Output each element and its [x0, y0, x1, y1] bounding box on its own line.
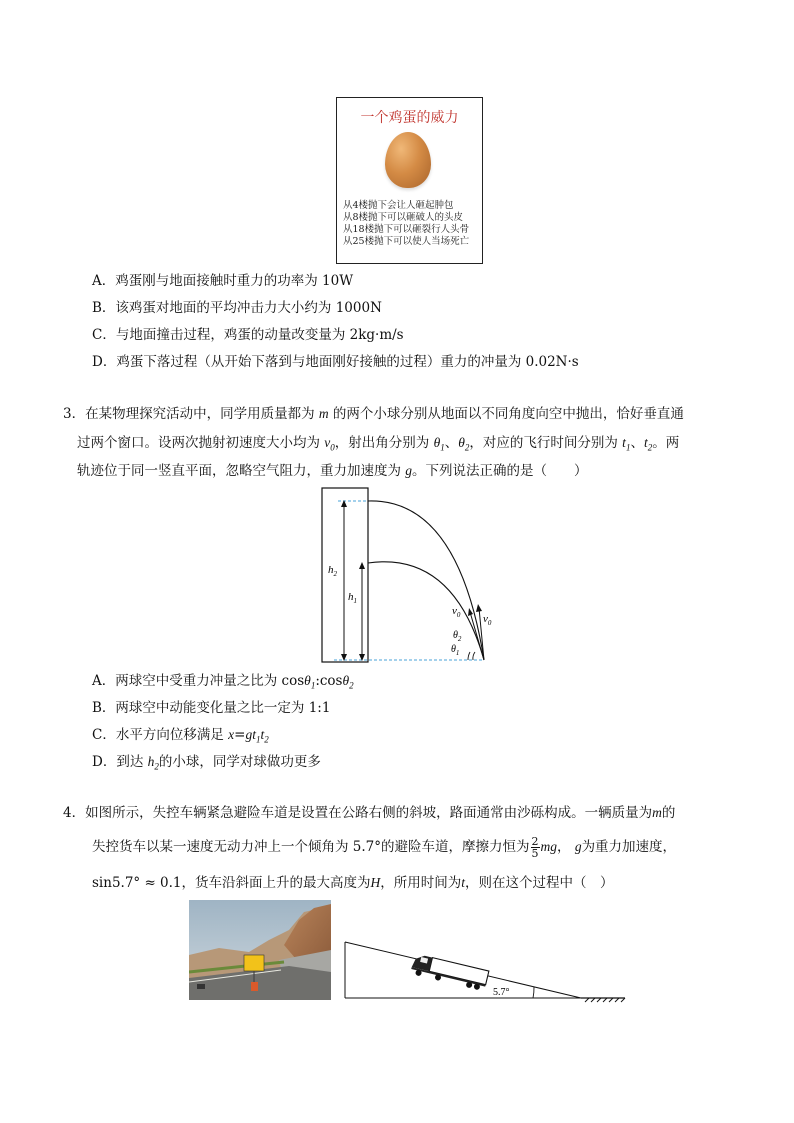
var-theta: θ	[304, 673, 311, 688]
sub: 1	[255, 734, 261, 745]
arrowhead	[468, 608, 473, 616]
var-H: H	[370, 875, 381, 890]
q3-line-1	[63, 404, 684, 424]
orange-marker	[251, 982, 258, 991]
angle-label: 5.7°	[493, 987, 510, 998]
option-text: 该鸡蛋对地面的平均冲击力大小约为 1000N	[115, 300, 382, 316]
q4-text: 为重力加速度，	[581, 839, 677, 855]
sub: 2	[264, 734, 269, 745]
var-g: g	[405, 463, 413, 478]
theta2-label: $\theta_2$	[453, 630, 462, 643]
angle-arc	[468, 652, 470, 660]
poster-line: 从18楼抛下可以砸裂行人头骨	[343, 224, 470, 235]
car	[197, 984, 205, 989]
theta1-label: $\theta_1$	[451, 644, 460, 657]
poster-text	[343, 200, 479, 248]
poster-line: 从25楼抛下可以使人当场死亡	[343, 236, 470, 247]
q3-option-c	[92, 725, 269, 750]
var-t: t	[622, 435, 626, 450]
fraction-2-5	[531, 836, 540, 859]
h2-arrowhead	[341, 500, 347, 507]
q2-option-b	[92, 298, 382, 318]
var-m: m	[318, 406, 329, 421]
slope-diagram	[343, 940, 628, 1005]
var-theta: θ	[342, 673, 350, 688]
q3-option-d	[92, 752, 321, 777]
projectile-diagram	[318, 486, 498, 664]
q3-text: 、	[630, 435, 644, 451]
question-number: 4．	[63, 805, 86, 821]
option-text: 鸡蛋刚与地面接触时重力的功率为 10W	[115, 273, 354, 289]
var-g: g	[574, 839, 582, 854]
option-letter: C．	[92, 327, 116, 343]
option-letter: A．	[92, 273, 116, 289]
question-number: 3．	[63, 406, 86, 422]
q3-line-3	[77, 461, 588, 481]
numerator: 2	[531, 835, 539, 848]
sub: 1	[625, 442, 631, 453]
angle-arc	[473, 652, 475, 660]
trajectory-low	[368, 562, 484, 660]
q4-line-2	[92, 836, 676, 859]
q2-option-a	[92, 271, 353, 291]
egg-poster	[336, 97, 483, 264]
option-letter: B．	[92, 300, 116, 316]
q3-text: 的两个小球分别从地面以不同角度向空中抛出，恰好垂直通	[328, 406, 684, 422]
sub: 2	[464, 442, 470, 453]
option-letter: B．	[92, 700, 116, 716]
h2-label: $h_2$	[328, 564, 337, 578]
v0-label: $v_0$	[452, 605, 461, 619]
sub: 0	[330, 442, 335, 453]
var-h: h	[147, 754, 155, 769]
option-text: :cos	[315, 673, 343, 689]
sub: 2	[647, 442, 653, 453]
var-x: x	[228, 727, 235, 742]
option-text: 两球空中动能变化量之比一定为 1:1	[115, 700, 331, 716]
option-letter: D．	[92, 754, 117, 770]
var-theta: θ	[433, 435, 441, 450]
var-t: t	[643, 435, 648, 450]
option-letter: D．	[92, 354, 117, 370]
option-text: 的小球，同学对球做功更多	[158, 754, 321, 770]
option-letter: A．	[92, 673, 116, 689]
q3-text: 。下列说法正确的是（ ）	[412, 463, 588, 479]
q3-text: ，对应的飞行时间分别为	[469, 435, 623, 451]
option-text: 与地面撞击过程，鸡蛋的动量改变量为 2kg·m/s	[115, 327, 404, 343]
h1-arrowhead	[359, 562, 365, 569]
sub: 2	[154, 761, 159, 772]
q3-option-b	[92, 698, 330, 718]
option-text: 两球空中受重力冲量之比为 cos	[115, 673, 305, 689]
q4-text: 如图所示，失控车辆紧急避险车道是设置在公路右侧的斜坡，路面通常由沙砾构成。一辆质量为	[85, 805, 653, 821]
q2-option-d	[92, 352, 579, 372]
q3-text: 。两	[652, 435, 680, 451]
sub: 1	[310, 680, 316, 691]
denominator: 5	[531, 847, 539, 860]
q4-text: ，则在这个过程中（ ）	[465, 875, 614, 891]
sub: 2	[349, 680, 354, 691]
var-theta: θ	[458, 435, 465, 450]
var-g: g	[245, 727, 253, 742]
var-t: t	[252, 727, 256, 742]
q3-option-a	[92, 671, 354, 696]
q4-line-3	[92, 873, 614, 893]
q4-text: ，所用时间为	[380, 875, 462, 891]
var-mg: mg	[540, 839, 558, 854]
trajectory-high	[368, 501, 484, 660]
option-letter: C．	[92, 727, 116, 743]
q3-text: 轨迹位于同一竖直平面，忽略空气阻力，重力加速度为	[77, 463, 406, 479]
q4-text: ，	[557, 839, 571, 855]
q3-text: ，射出角分别为	[334, 435, 434, 451]
q3-line-2	[77, 433, 679, 458]
v0-label: $v_0$	[483, 613, 492, 627]
q4-line-1	[63, 803, 675, 823]
poster-title: 一个鸡蛋的威力	[360, 110, 459, 126]
q4-text: 的	[661, 805, 676, 821]
q3-text: 在某物理探究活动中，同学用质量都为	[85, 406, 319, 422]
var-v: v	[324, 435, 331, 450]
truck-icon	[410, 953, 489, 991]
poster-line: 从8楼抛下可以砸破人的头皮	[343, 212, 464, 223]
option-text: 水平方向位移满足	[115, 727, 229, 743]
q3-text: 、	[444, 435, 459, 451]
option-text: 鸡蛋下落过程（从开始下落到与地面刚好接触的过程）重力的冲量为 0.02N·s	[116, 354, 579, 370]
poster-line: 从4楼抛下会让人砸起肿包	[343, 200, 454, 211]
q3-text: 过两个窗口。设两次抛射初速度大小均为	[77, 435, 325, 451]
sub: 1	[440, 442, 445, 453]
warning-sign	[244, 955, 264, 971]
option-text: 到达	[116, 754, 148, 770]
option-text: =	[234, 727, 246, 743]
q4-text: 失控货车以某一速度无动力冲上一个倾角为 5.7°的避险车道，摩擦力恒为	[92, 839, 530, 855]
h1-label: $h_1$	[348, 591, 357, 605]
var-t: t	[260, 727, 265, 742]
q2-option-c	[92, 325, 404, 345]
egg-image	[385, 132, 431, 188]
arrowhead	[476, 604, 482, 612]
q4-text: sin5.7° ≈ 0.1，货车沿斜面上升的最大高度为	[92, 875, 371, 891]
escape-lane-photo	[189, 900, 331, 1000]
var-m: m	[652, 805, 662, 820]
var-t: t	[461, 875, 466, 890]
angle-arc	[533, 987, 534, 998]
